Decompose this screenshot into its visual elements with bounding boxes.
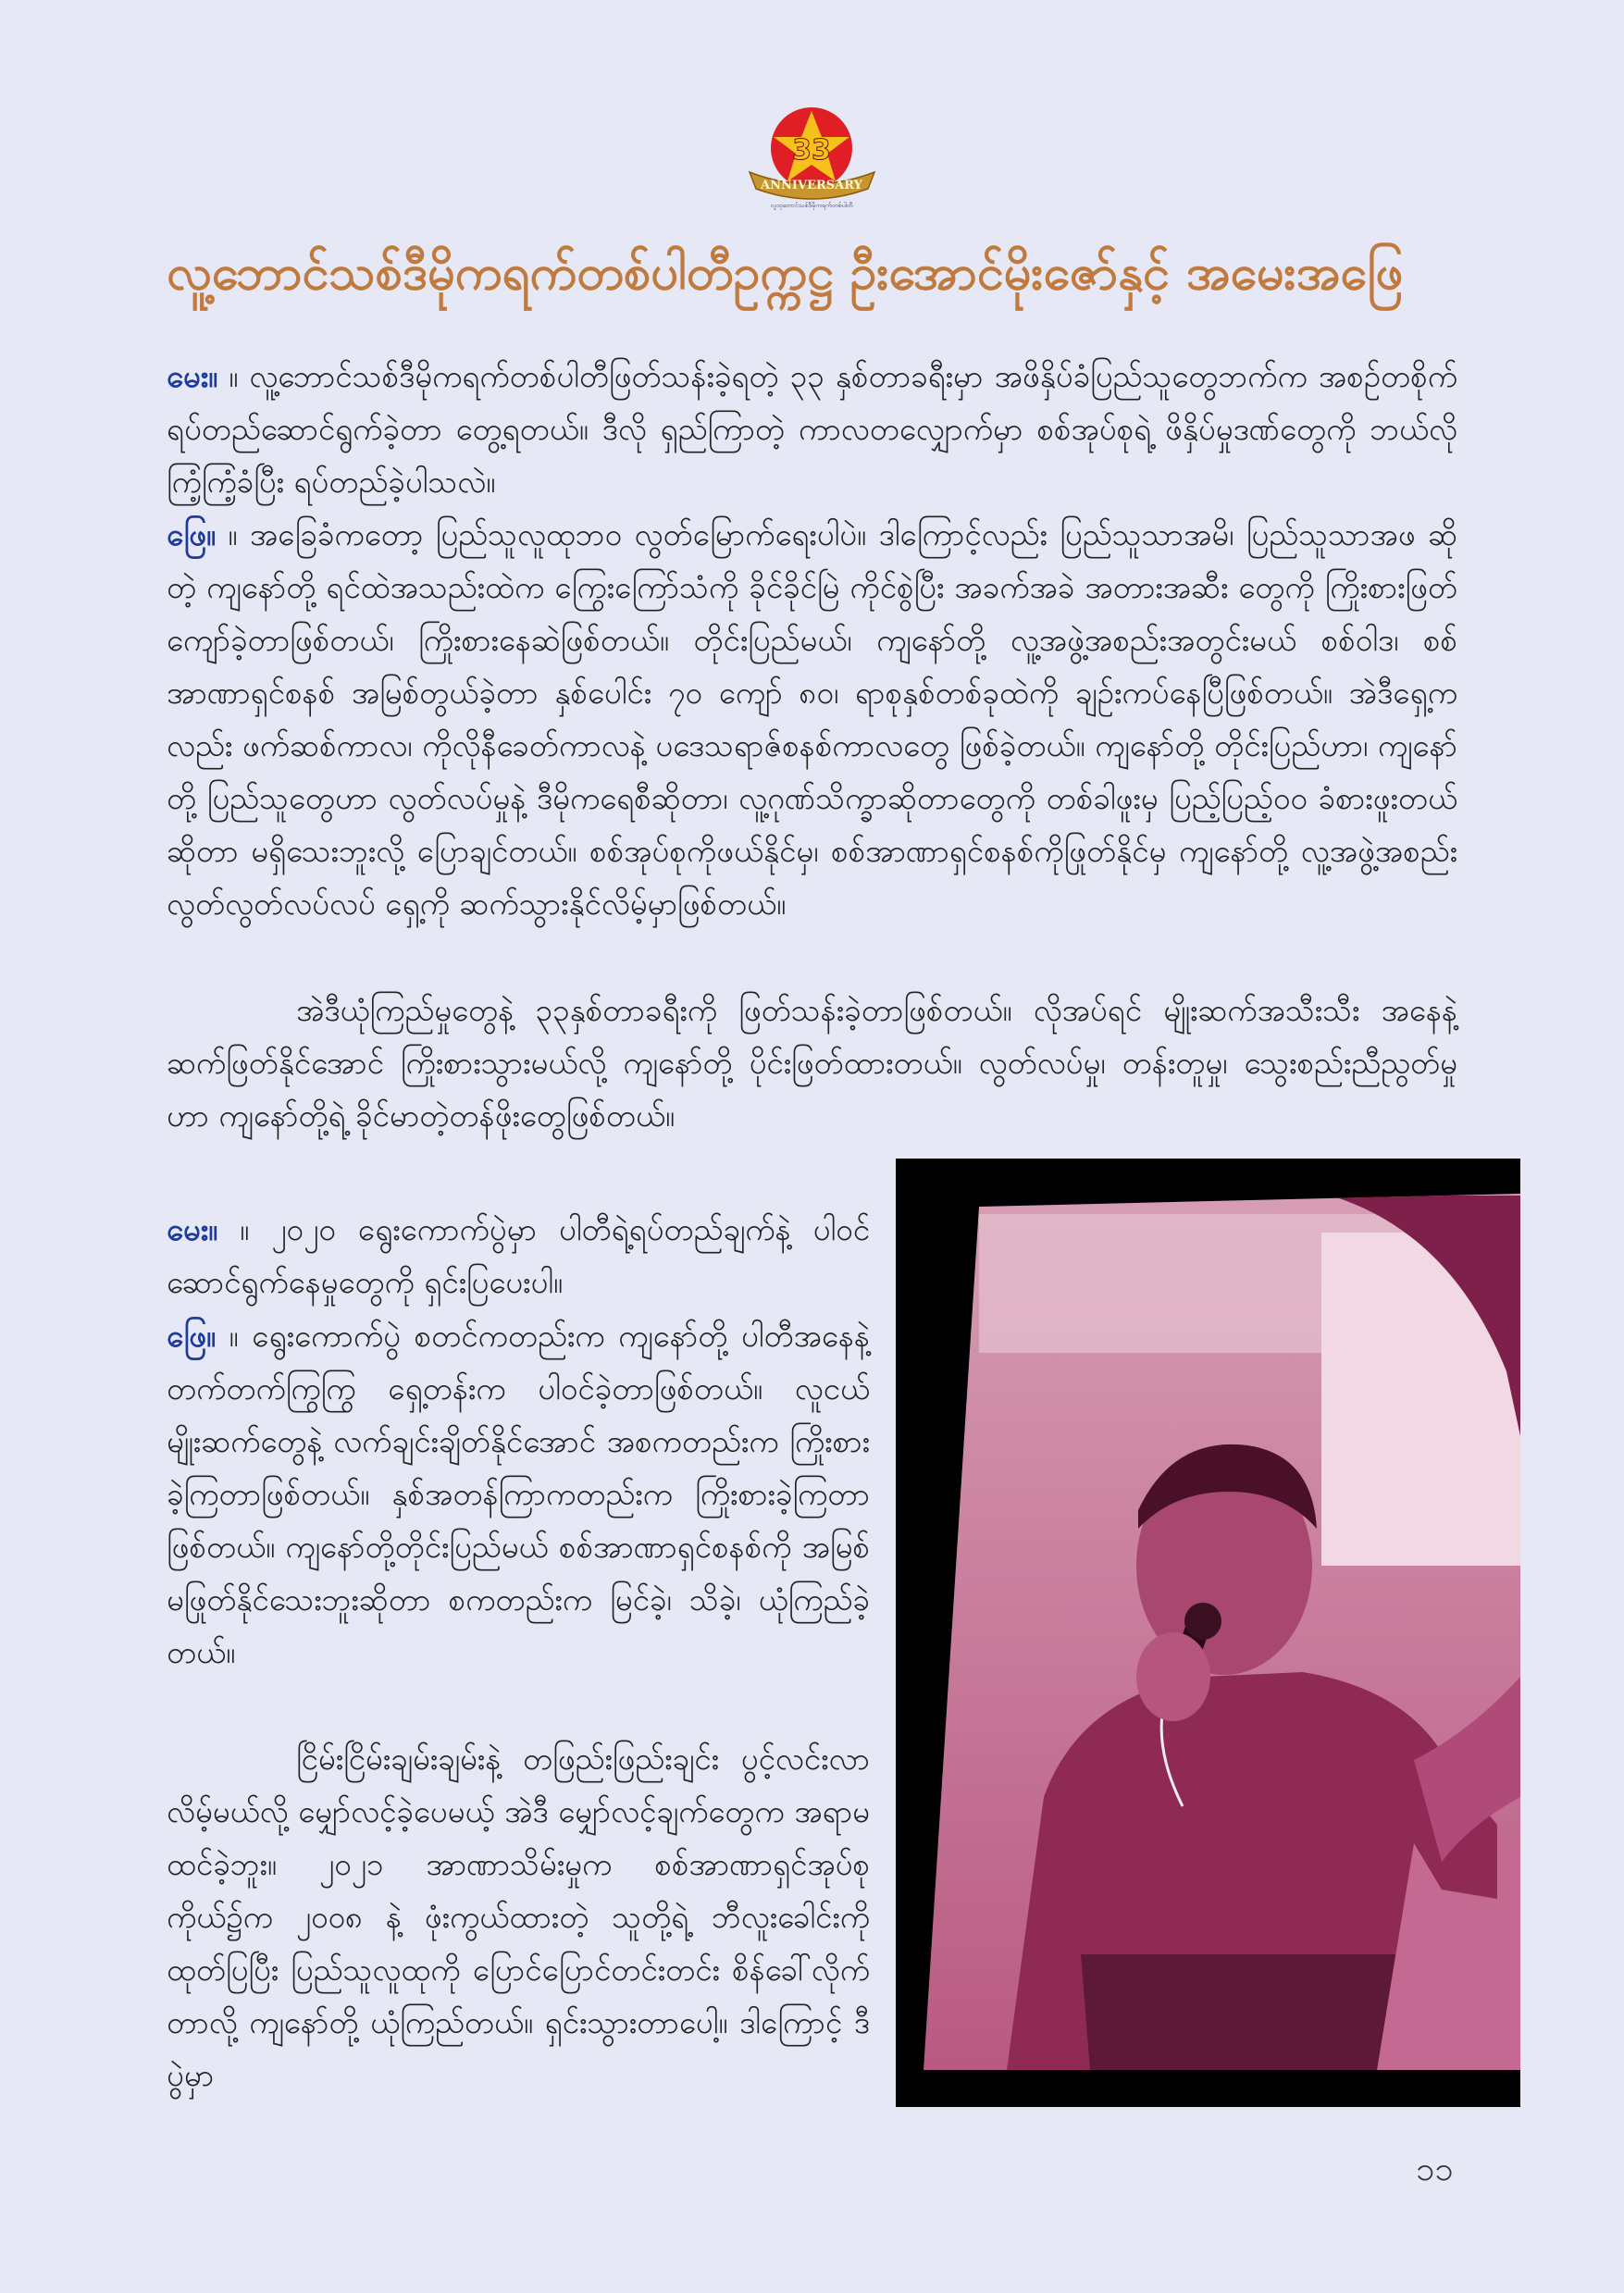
answer-1-continued: [167, 984, 1457, 1142]
page-title: [167, 236, 1481, 310]
question-1: [167, 350, 1457, 508]
answer-label: ဖြေ။: [167, 516, 216, 552]
answer-text-2: ငြိမ်းငြိမ်းချမ်းချမ်းနဲ့ တဖြည်းဖြည်းချင်း ပွင့်လင်းလာလိမ့်မယ်လို့ မျှော်လင့်ခဲ့ပေမယ့် အဲဒီ မျှော်လင့်ချက်တွေက အရာမထင်ခဲ့ဘူး။ ၂၀၂၁ အာဏာသိမ်းမှုက စစ်အာဏာရှင်အုပ်စု ကိုယ်၌က ၂၀၀၈ နဲ့ ဖုံးကွယ်ထားတဲ့ သူတို့ရဲ့ ဘီလူးခေါင်းကို ထုတ်ပြပြီး ပြည်သူလူထုကို ပြောင်ပြောင်တင်းတင်း စိန်ခေါ်လိုက်တာလို့ ကျနော်တို့ ယုံကြည်တယ်။ ရှင်းသွားတာပေါ့။ ဒါကြောင့် ဒီပွဲမှာ: [167, 1741, 870, 2093]
answer-2-continued: [167, 1732, 870, 2101]
question-text: ။ ၂၀၂၀ ရွေးကောက်ပွဲမှာ ပါတီရဲ့ရပ်တည်ချက်နဲ့ ပါဝင်ဆောင်ရွက်နေမှုတွေကို ရှင်းပြပေးပါ။: [167, 1211, 870, 1300]
answer-text: ။ ရွေးကောက်ပွဲ စတင်ကတည်းက ကျနော်တို့ ပါတီအနေနဲ့ တက်တက်ကြွကြွ ရှေ့တန်းက ပါဝင်ခဲ့တာဖြစ်တယ်။ လူငယ်မျိုးဆက်တွေနဲ့ လက်ချင်းချိတ်နိုင်အောင် အစကတည်းက ကြိုးစားခဲ့ကြတာဖြစ်တယ်။ နှစ်အတန်ကြာကတည်းက ကြိုးစားခဲ့ကြတာ ဖြစ်တယ်။ ကျနော်တို့တိုင်းပြည်မယ် စစ်အာဏာရှင်စနစ်ကို အမြစ်မဖြုတ်နိုင်သေးဘူးဆိုတာ စကတည်းက မြင်ခဲ့၊ သိခဲ့၊ ယုံကြည်ခဲ့တယ်။: [167, 1318, 870, 1670]
page-number: ၁၁: [1416, 2150, 1454, 2188]
speaker-photo: [896, 1159, 1520, 2107]
answer-text-2: အဲဒီယုံကြည်မှုတွေနဲ့ ၃၃နှစ်တာခရီးကို ဖြတ်သန်းခဲ့တာဖြစ်တယ်။ လိုအပ်ရင် မျိုးဆက်အသီးသီး အနေနဲ့ ဆက်ဖြတ်နိုင်အောင် ကြိုးစားသွားမယ်လို့ ကျနော်တို့ ပိုင်းဖြတ်ထားတယ်။ လွတ်လပ်မှု၊ တန်းတူမှု၊ သွေးစည်းညီညွတ်မှုဟာ ကျနော်တို့ရဲ့ ခိုင်မာတဲ့တန်ဖိုးတွေဖြစ်တယ်။: [167, 992, 1457, 1134]
question-2: [167, 1203, 870, 1308]
logo-banner: ANNIVERSARY: [761, 179, 862, 192]
answer-1: [167, 508, 1457, 930]
logo-number: 33: [792, 134, 831, 167]
question-label: မေး။: [167, 1211, 218, 1247]
answer-text: ။ အခြေခံကတော့ ပြည်သူလူထုဘဝ လွတ်မြောက်ရေးပါပဲ။ ဒါကြောင့်လည်း ပြည်သူသာအမိ၊ ပြည်သူသာအဖ ဆိုတဲ့ ကျနော်တို့ ရင်ထဲအသည်းထဲက ကြွေးကြော်သံကို ခိုင်ခိုင်မြဲ ကိုင်စွဲပြီး အခက်အခဲ အတားအဆီး တွေကို ကြိုးစားဖြတ်ကျော်ခဲ့တာဖြစ်တယ်၊ ကြိုးစားနေဆဲဖြစ်တယ်။ တိုင်းပြည်မယ်၊ ကျနော်တို့ လူ့အဖွဲ့အစည်းအတွင်းမယ် စစ်ဝါဒ၊ စစ်အာဏာရှင်စနစ် အမြစ်တွယ်ခဲ့တာ နှစ်ပေါင်း ၇၀ ကျော် ၈၀၊ ရာစုနှစ်တစ်ခုထဲကို ချဉ်းကပ်နေပြီဖြစ်တယ်။ အဲဒီရှေ့ကလည်း ဖက်ဆစ်ကာလ၊ ကိုလိုနီခေတ်ကာလနဲ့ ပဒေသရာဇ်စနစ်ကာလတွေ ဖြစ်ခဲ့တယ်။ ကျနော်တို့ တိုင်းပြည်ဟာ၊ ကျနော်တို့ ပြည်သူတွေဟာ လွတ်လပ်မှုနဲ့ ဒီမိုကရေစီဆိုတာ၊ လူ့ဂုဏ်သိက္ခာဆိုတာတွေကို တစ်ခါဖူးမှ ပြည့်ပြည့်ဝဝ ခံစားဖူးတယ်ဆိုတာ မရှိသေးဘူးလို့ ပြောချင်တယ်။ စစ်အုပ်စုကိုဖယ်နိုင်မှ၊ စစ်အာဏာရှင်စနစ်ကိုဖြုတ်နိုင်မှ ကျနော်တို့ လူ့အဖွဲ့အစည်း လွတ်လွတ်လပ်လပ် ရှေ့ကို ဆက်သွားနိုင်လိမ့်မှာဖြစ်တယ်။: [167, 516, 1457, 922]
title-part-1: လူ့ဘောင်သစ်ဒီမိုကရက်တစ်ပါတီဥက္ကဋ္ဌ: [167, 245, 834, 301]
title-part-3: အမေးအဖြေ: [1185, 245, 1404, 301]
answer-2: [167, 1309, 870, 1679]
question-label: မေး။: [167, 358, 218, 394]
logo-subtitle: လူထုဘောင်သစ်ဒီမိုကရက်တစ်ပါတီ: [770, 202, 853, 209]
question-text: ။ လူ့ဘောင်သစ်ဒီမိုကရက်တစ်ပါတီဖြတ်သန်းခဲ့ရတဲ့ ၃၃ နှစ်တာခရီးမှာ အဖိနှိပ်ခံပြည်သူတွေဘက်က အစဉ်တစိုက် ရပ်တည်ဆောင်ရွက်ခဲ့တာ တွေ့ရတယ်။ ဒီလို ရှည်ကြာတဲ့ ကာလတလျှောက်မှာ စစ်အုပ်စုရဲ့ ဖိနှိပ်မှုဒဏ်တွေကို ဘယ်လိုကြံ့ကြံ့ခံပြီး ရပ်တည်ခဲ့ပါသလဲ။: [167, 358, 1457, 500]
answer-label: ဖြေ။: [167, 1318, 216, 1354]
title-part-2: ဦးအောင်မိုးဇော်နှင့်: [849, 245, 1170, 301]
anniversary-logo: [740, 100, 884, 216]
